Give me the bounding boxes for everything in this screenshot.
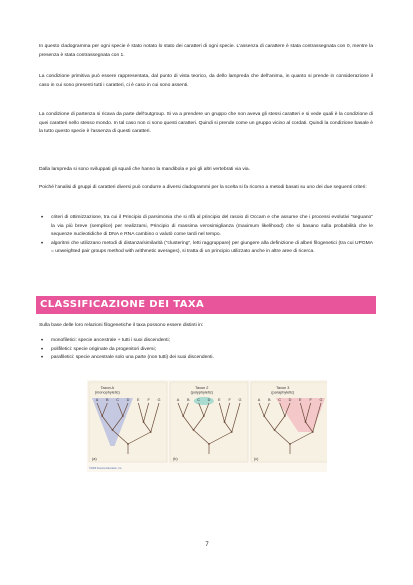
tip-label: C [116, 398, 120, 402]
tree-node [122, 415, 124, 417]
bullet-icon: • [41, 355, 44, 362]
tree-node [143, 421, 145, 423]
tree-node [312, 431, 314, 433]
tip-label: D [288, 398, 292, 402]
list-item: • parafiletici: specie ancestrale solo una parte (non tutti) dei suoi discendenti. [41, 355, 214, 362]
tree-node [127, 443, 129, 445]
tip-label: E [218, 398, 221, 402]
tree-node [208, 443, 210, 445]
paragraph-primitive-condition: La condizione primitiva può essere rappresentata, dal punto di vista teorico, da dello lampreda che dell'anima, in quanto si prende in considerazione il caso in cui sono presenti tutti i caratteri, ci è caso in cui sono assenti. [39, 74, 373, 88]
tip-label: B [268, 398, 271, 402]
tip-label: D [126, 398, 130, 402]
cladogram-panel [251, 382, 327, 462]
group-label: Taxon A [100, 386, 115, 390]
tree-node [224, 421, 226, 423]
panel-letter: (a) [92, 457, 97, 461]
tree-node [193, 429, 195, 431]
tip-label: C [278, 398, 282, 402]
list-item: • monofiletici: specie ancestrale + tutti i suoi discendenti; [41, 338, 170, 344]
tip-label: G [238, 398, 242, 402]
tip-label: A [257, 398, 261, 402]
panel-letter: (c) [254, 457, 259, 461]
list-item: • algoritmi che utilizzano metodi di distanza/similarità ("clustering", letti raggruppare) per giungere alla definizione di alberi filogenetici (tra cui UPGMA = unweighted pair groups method with arithmetic averages), si tratta di un principio utilizzato anche in altre aree di ricerca. [41, 240, 373, 255]
criteria-list [39, 214, 373, 257]
figure-credit: ©2006 Pearson Education, Inc. [89, 467, 123, 470]
page-number: 7 [205, 542, 209, 548]
group-label: Taxon 2 [195, 386, 209, 390]
tree-node [284, 415, 286, 417]
figure-panels [89, 382, 327, 462]
tree-node [150, 431, 152, 433]
paragraph-lamprey: Dalla lampreda si sono sviluppati gli squali che hanno la mandibola e poi gli altri vertebrati via via. [39, 167, 250, 172]
tree-node [231, 431, 233, 433]
paragraph-outgroup: La condizione di partenza si ricava da parte dell'outgroup. Si va a prendere un gruppo che non aveva gli stessi caratteri e si vede quali è la condizione di quei caratteri nello stesso mondo. In tal caso non ci sono questi caratteri. Quindi si prende come un gruppo vicino al cordati. Quindi la condizione basale è la tutto questo specie è l'assenza di questi caratteri. [39, 112, 373, 135]
tip-label: B [187, 398, 190, 402]
section-heading-bar [36, 296, 376, 314]
bullet-icon: • [41, 346, 44, 353]
tip-label: G [319, 398, 323, 402]
tree-node [289, 443, 291, 445]
tree-node [182, 415, 184, 417]
paragraph-criteria-intro: Poiché l'analisi di gruppi di caratteri diversi può condurre a diversi cladogrammi per la scelta si fa ricorso a metodi basati su uno dei due seguenti criteri: [39, 185, 367, 190]
tip-label: F [228, 398, 231, 402]
bullet-icon: • [41, 215, 44, 221]
cladogram-panel [89, 382, 167, 462]
tip-label: E [137, 398, 140, 402]
bullet-icon: • [41, 240, 44, 247]
group-type-label: (polyphyletic) [190, 390, 213, 395]
list-item: • polifiletici: specie originate da progenitori diversi; [41, 346, 156, 353]
taxa-types-list [39, 337, 373, 363]
list-item: • criteri di ottimizzazione, tra cui il Principio di parsimonia che si rifà al principio del rasoio di Occam e che assume che i processi evolutivi "seguano" la via più breve (semplice) per realizzarsi, Principio di massima verosimiglianza (maximum likelihood) che si basano sulla probabilità che le sequenze nucleotidiche di DNA e RNA cambino o valutò come tardi nel tempo. [41, 215, 373, 238]
paragraph-character-states: In questo cladogramma per ogni specie è stato notato lo stato dei caratteri di ogni specie. L'assenza di carattere è stata contrassegnata con 0, mentre la presenza è stata contrassegnata con 1. [39, 44, 373, 58]
cladogram-panel [170, 382, 248, 462]
tree-node [305, 421, 307, 423]
tip-label: B [106, 398, 109, 402]
paragraph-taxa-intro: Sulla base delle loro relazioni filogenetiche il taxa possono essere distinti in: [39, 323, 204, 328]
tip-label: F [147, 398, 150, 402]
tip-label: C [197, 398, 201, 402]
tip-label: G [157, 398, 161, 402]
group-label: Taxon 3 [276, 386, 290, 390]
tree-node [112, 429, 114, 431]
tip-label: D [207, 398, 211, 402]
panel-letter: (b) [173, 457, 178, 461]
tip-label: E [299, 398, 302, 402]
tree-node [101, 415, 103, 417]
tree-node [274, 429, 276, 431]
tip-label: F [309, 398, 312, 402]
tree-node [263, 415, 265, 417]
tree-node [203, 415, 205, 417]
phylogeny-figure [87, 380, 327, 472]
tip-label: A [95, 398, 99, 402]
bullet-icon: • [41, 338, 44, 344]
group-type-label: (monophyletic) [94, 390, 120, 395]
group-type-label: (paraphyletic) [271, 390, 295, 395]
tip-label: A [176, 398, 180, 402]
section-heading: CLASSIFICAZIONE DEI TAXA [40, 299, 205, 310]
